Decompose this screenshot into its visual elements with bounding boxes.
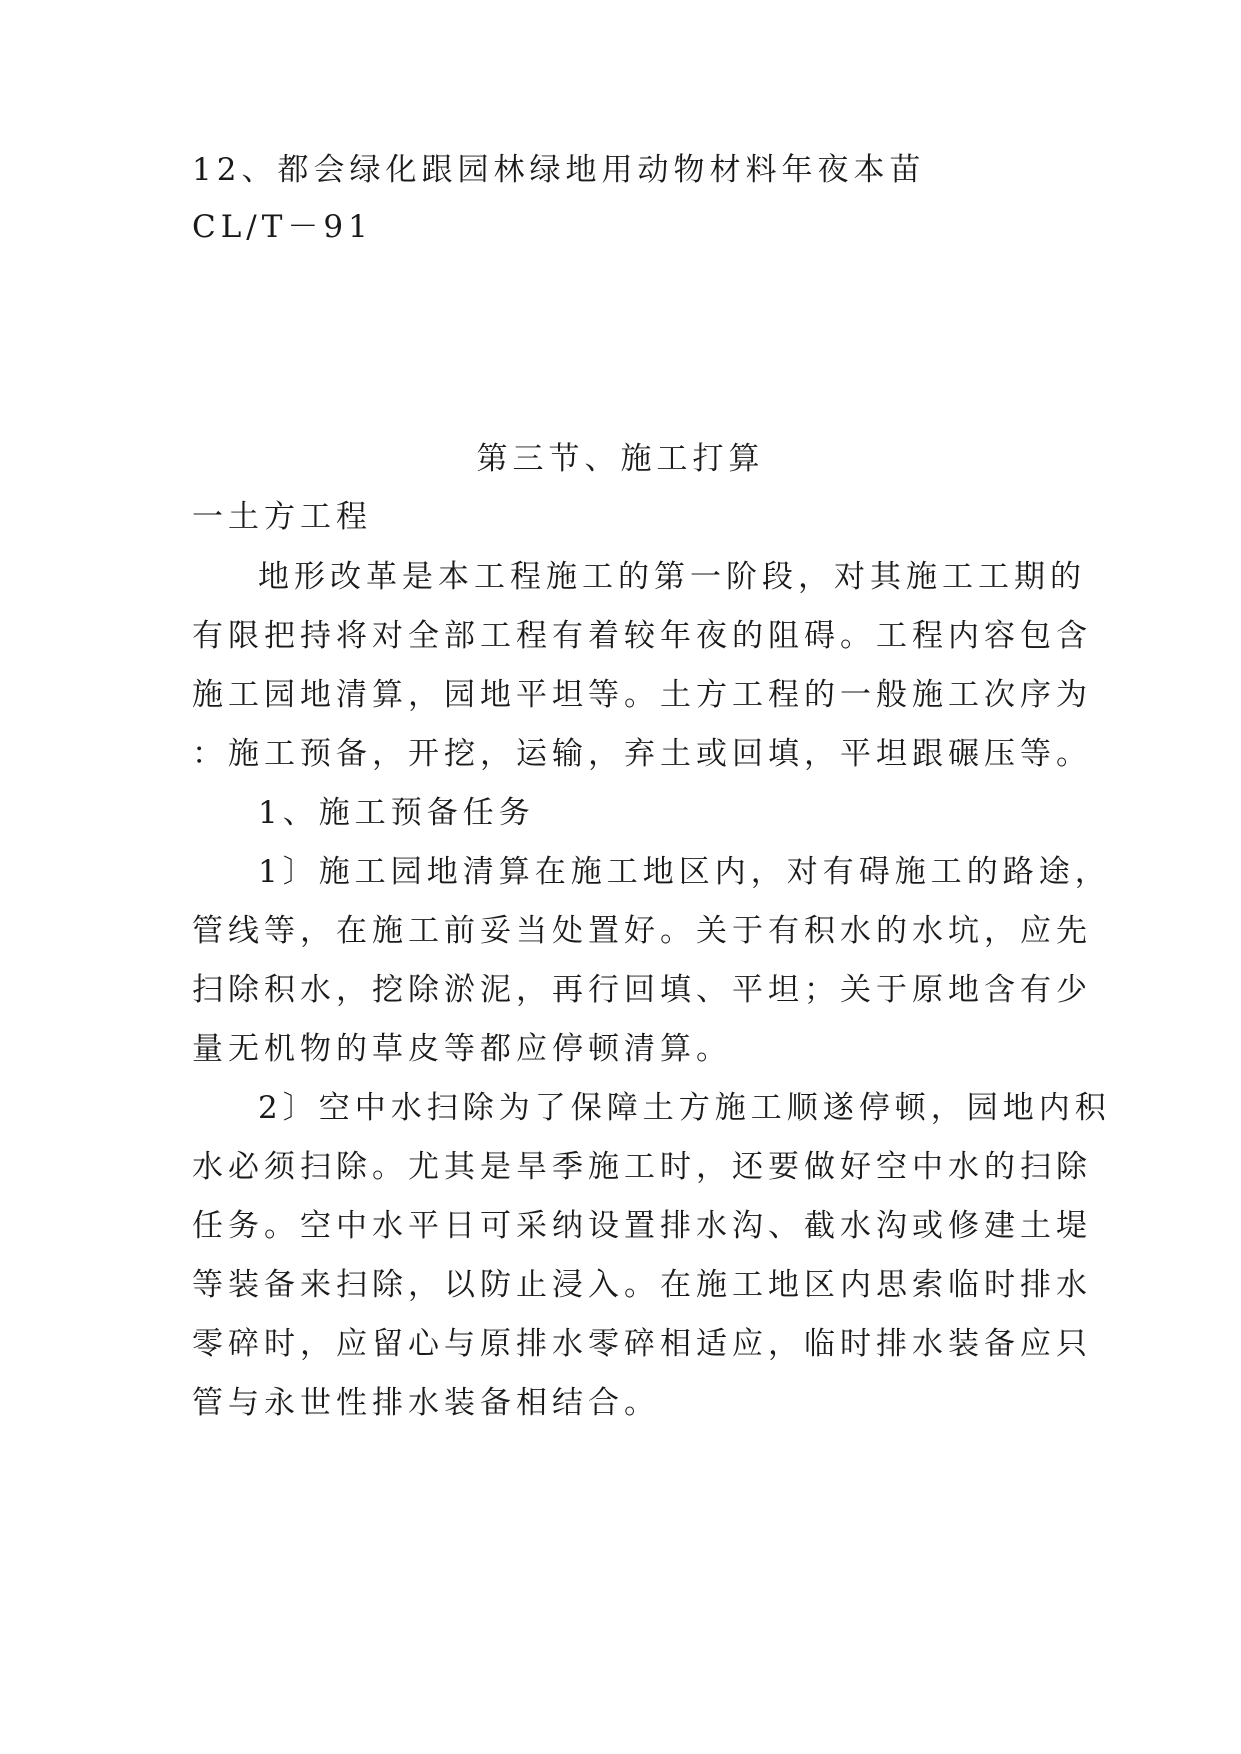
paragraph-2-line-4: 量无机物的草皮等都应停顿清算。 xyxy=(192,1031,732,1067)
paragraph-3-line-5: 零碎时，应留心与原排水零碎相适应，临时排水装备应只 xyxy=(192,1326,1092,1362)
standard-code: CL/T－91 xyxy=(192,209,373,245)
paragraph-1-line-2: 有限把持将对全部工程有着较年夜的阻碍。工程内容包含 xyxy=(192,618,1092,654)
paragraph-3-line-2: 水必须扫除。尤其是旱季施工时，还要做好空中水的扫除 xyxy=(192,1149,1092,1185)
paragraph-3-line-4: 等装备来扫除，以防止浸入。在施工地区内思索临时排水 xyxy=(192,1267,1092,1303)
paragraph-3-line-6: 管与永世性排水装备相结合。 xyxy=(192,1385,660,1421)
list-item-12: 12、都会绿化跟园林绿地用动物材料年夜本苗 xyxy=(192,152,926,188)
paragraph-1-line-3: 施工园地清算，园地平坦等。土方工程的一般施工次序为 xyxy=(192,677,1092,713)
paragraph-2-line-3: 扫除积水，挖除淤泥，再行回填、平坦；关于原地含有少 xyxy=(192,972,1092,1008)
paragraph-3-line-3: 任务。空中水平日可采纳设置排水沟、截水沟或修建土堤 xyxy=(192,1208,1092,1244)
paragraph-2-line-2: 管线等，在施工前妥当处置好。关于有积水的水坑，应先 xyxy=(192,913,1092,949)
item-1-heading: 1、施工预备任务 xyxy=(258,795,535,831)
paragraph-1-line-1: 地形改革是本工程施工的第一阶段，对其施工工期的 xyxy=(258,559,1086,595)
paragraph-3-line-1: 2〕空中水扫除为了保障土方施工顺遂停顿，园地内积 xyxy=(258,1090,1111,1126)
subsection-heading: 一土方工程 xyxy=(192,499,372,535)
paragraph-2-line-1: 1〕施工园地清算在施工地区内，对有碍施工的路途， xyxy=(258,854,1111,890)
section-title: 第三节、施工打算 xyxy=(476,441,765,477)
paragraph-1-line-4: ：施工预备，开挖，运输，弃土或回填，平坦跟碾压等。 xyxy=(192,736,1092,772)
